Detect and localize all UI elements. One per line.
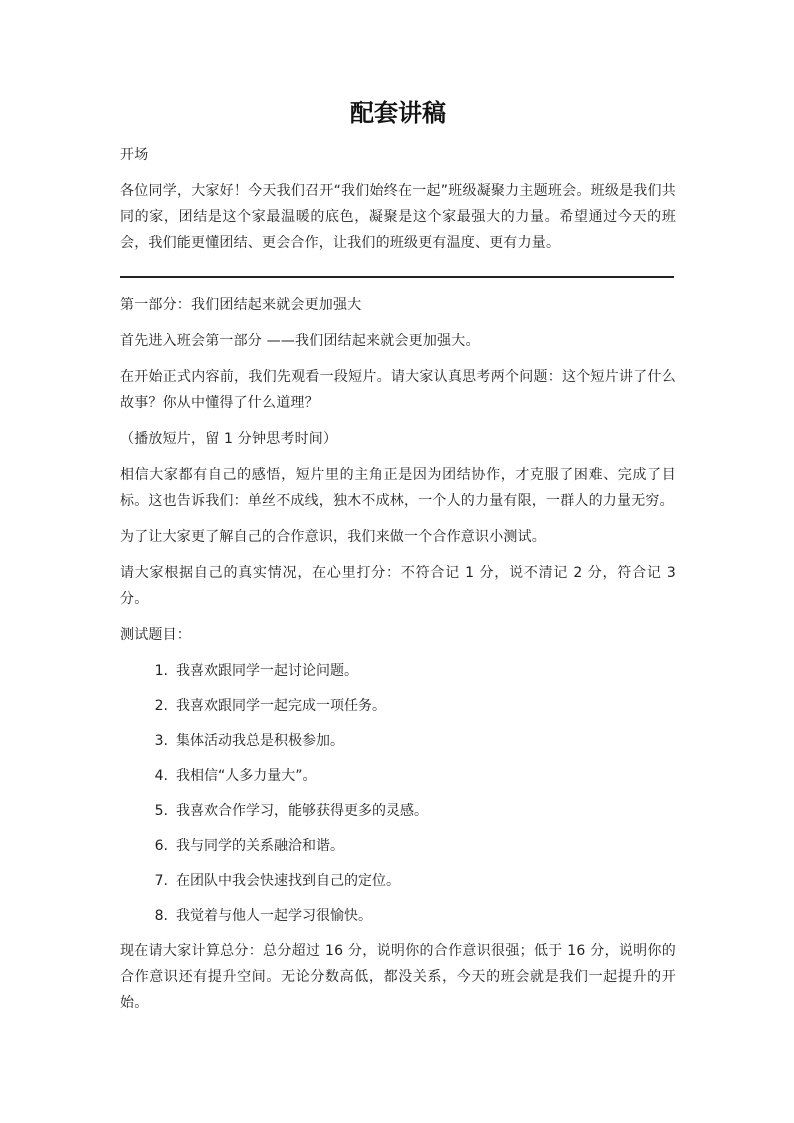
quiz-item-number: 2. — [154, 698, 168, 714]
quiz-item — [120, 833, 676, 859]
quiz-label: 测试题目： — [120, 627, 191, 643]
quiz-item-text: 我喜欢跟同学一起完成一项任务。 — [176, 698, 386, 714]
quiz-item-text: 我喜欢跟同学一起讨论问题。 — [176, 663, 358, 679]
quiz-item — [120, 728, 676, 754]
video-prompt-paragraph: 在开始正式内容前，我们先观看一段短片。请大家认真思考两个问题：这个短片讲了什么故事？你从中懂得了什么道理？ — [120, 369, 676, 411]
test-intro-paragraph: 为了让大家更了解自己的合作意识，我们来做一个合作意识小测试。 — [120, 529, 546, 545]
quiz-item — [120, 658, 676, 684]
quiz-item — [120, 798, 676, 824]
quiz-item-number: 7. — [154, 873, 168, 889]
document-page — [120, 0, 676, 1016]
quiz-item-text: 我喜欢合作学习，能够获得更多的灵感。 — [176, 803, 428, 819]
quiz-item-number: 5. — [154, 803, 168, 819]
quiz-item-number: 8. — [154, 908, 168, 924]
quiz-item — [120, 763, 676, 789]
reflection-paragraph: 相信大家都有自己的感悟，短片里的主角正是因为团结协作，才克服了困难、完成了目标。这也告诉我们：单丝不成线，独木不成林，一个人的力量有限，一群人的力量无穷。 — [120, 467, 676, 509]
part1-intro: 首先进入班会第一部分 ——我们团结起来就会更加强大。 — [120, 333, 480, 349]
document-title: 配套讲稿 — [350, 99, 446, 127]
quiz-item — [120, 693, 676, 719]
quiz-item-number: 6. — [154, 838, 168, 854]
quiz-list — [120, 658, 676, 929]
section-divider — [120, 276, 674, 278]
quiz-item-text: 在团队中我会快速找到自己的定位。 — [176, 873, 400, 889]
closing-paragraph: 现在请大家计算总分：总分超过 16 分，说明你的合作意识很强；低于 16 分，说明你的合作意识还有提升空间。无论分数高低，都没关系，今天的班会就是我们一起提升的开始。 — [120, 943, 676, 1011]
quiz-item-number: 1. — [154, 663, 168, 679]
quiz-item-text: 我相信“人多力量大”。 — [176, 768, 317, 784]
quiz-item-text: 我觉着与他人一起学习很愉快。 — [176, 908, 372, 924]
opening-paragraph: 各位同学，大家好！今天我们召开“我们始终在一起”班级凝聚力主题班会。班级是我们共同的家，团结是这个家最温暖的底色，凝聚是这个家最强大的力量。希望通过今天的班会，我们能更懂团结、更会合作，让我们的班级更有温度、更有力量。 — [120, 183, 676, 251]
play-note: （播放短片，留 1 分钟思考时间） — [120, 431, 338, 447]
quiz-item — [120, 903, 676, 929]
quiz-item-text: 集体活动我总是积极参加。 — [176, 733, 344, 749]
quiz-item-text: 我与同学的关系融洽和谐。 — [176, 838, 344, 854]
quiz-item — [120, 868, 676, 894]
part1-heading: 第一部分：我们团结起来就会更加强大 — [120, 297, 362, 313]
scoring-paragraph: 请大家根据自己的真实情况，在心里打分：不符合记 1 分，说不清记 2 分，符合记 3 分。 — [120, 565, 676, 607]
quiz-item-number: 3. — [154, 733, 168, 749]
opening-label: 开场 — [120, 147, 149, 163]
quiz-item-number: 4. — [154, 768, 168, 784]
